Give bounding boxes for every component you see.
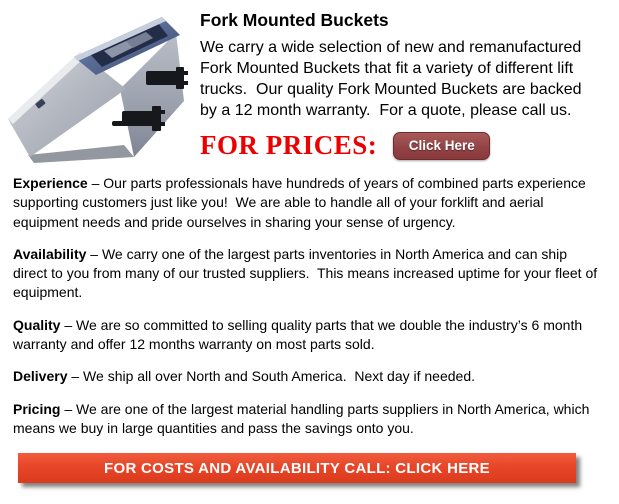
header-text-column <box>200 0 592 172</box>
info-paragraph-delivery <box>13 367 604 386</box>
info-section <box>13 174 604 438</box>
info-paragraph-quality <box>13 316 604 355</box>
paragraph-lead-pricing: Pricing <box>13 400 61 417</box>
banner-label: FOR COSTS AND AVAILABILITY CALL: CLICK HERE <box>104 459 490 477</box>
page-title: Fork Mounted Buckets <box>200 10 389 30</box>
paragraph-text-experience: – Our parts professionals have hundreds of years of combined parts experience supporting customers just like you! We are able to handle all of your forklift and aerial equipment needs and pride ourselves in sharing your sense of urgency. <box>13 175 590 230</box>
fork-bucket-image <box>0 5 200 171</box>
product-image <box>0 0 200 171</box>
info-paragraph-availability <box>13 245 604 303</box>
paragraph-lead-delivery: Delivery <box>13 368 68 385</box>
price-row <box>200 130 592 161</box>
paragraph-text-availability: – We carry one of the largest parts inventories in North America and can ship direct to you from many of our trusted suppliers. This means increased uptime for your fleet of equipment. <box>13 245 602 301</box>
costs-availability-banner[interactable] <box>18 453 576 483</box>
paragraph-text-pricing: – We are one of the largest material handling parts suppliers in North America, which means we buy in large quantities and pass the savings onto you. <box>13 400 594 436</box>
paragraph-lead-experience: Experience <box>13 175 88 191</box>
paragraph-text-quality: – We are so committed to selling quality parts that we double the industry’s 6 month warranty and offer 12 months warranty on most parts sold. <box>13 316 587 353</box>
click-here-button[interactable]: Click Here <box>393 132 490 160</box>
header-section <box>0 0 619 172</box>
paragraph-text-delivery: – We ship all over North and South America. Next day if needed. <box>71 368 476 385</box>
for-prices-label: FOR PRICES: <box>200 130 378 160</box>
paragraph-lead-quality: Quality <box>13 316 61 333</box>
info-paragraph-pricing <box>13 400 604 439</box>
info-paragraph-experience <box>13 174 604 232</box>
paragraph-lead-availability: Availability <box>13 245 87 262</box>
intro-paragraph: We carry a wide selection of new and remanufactured Fork Mounted Buckets that fit a variety of different lift trucks. Our quality Fork Mounted Buckets are backed by a 12 month warranty. For a quote, please call us. <box>200 39 586 119</box>
